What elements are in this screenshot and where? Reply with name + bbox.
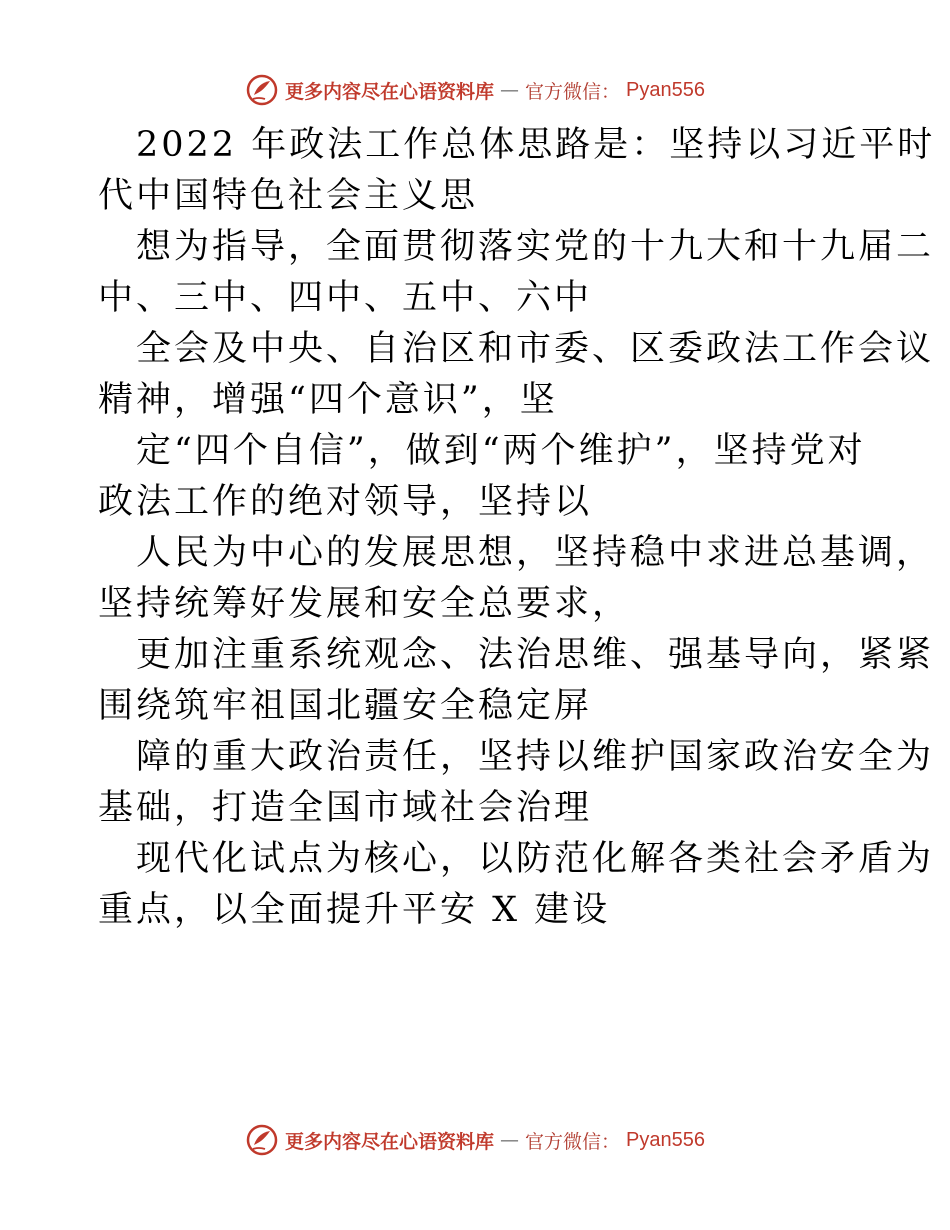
paragraph-line: 2022 年政法工作总体思路是：坚持以习近平时 bbox=[136, 125, 936, 165]
document-body bbox=[98, 120, 936, 936]
watermark-wechat-label: 官方微信： bbox=[525, 1130, 621, 1153]
paragraph-line: 围绕筑牢祖国北疆安全稳定屏 bbox=[98, 686, 593, 726]
watermark-dash: — bbox=[500, 79, 520, 101]
watermark-site-text: 更多内容尽在心语资料库 bbox=[285, 80, 495, 103]
paragraph-line: 现代化试点为核心，以防范化解各类社会矛盾为 bbox=[136, 839, 935, 879]
paragraph-line: 基础，打造全国市域社会治理 bbox=[98, 788, 593, 828]
paragraph-line: 定“四个自信”，做到“两个维护”，坚持党对 bbox=[136, 431, 866, 471]
paragraph-line: 重点，以全面提升平安 X 建设 bbox=[98, 890, 611, 930]
paragraph-line: 中、三中、四中、五中、六中 bbox=[98, 278, 593, 318]
pen-logo-icon bbox=[245, 1123, 279, 1157]
watermark-wechat-label: 官方微信： bbox=[525, 80, 621, 103]
paragraph-line: 精神，增强“四个意识”，坚 bbox=[98, 380, 558, 420]
paragraph-line: 更加注重系统观念、法治思维、强基导向，紧紧 bbox=[136, 635, 935, 675]
pen-logo-icon bbox=[245, 73, 279, 107]
paragraph-line: 全会及中央、自治区和市委、区委政法工作会议 bbox=[136, 329, 935, 369]
header-watermark bbox=[0, 70, 950, 110]
watermark-wechat-account: Pyan556 bbox=[626, 78, 705, 101]
paragraph-line: 政法工作的绝对领导，坚持以 bbox=[98, 482, 593, 522]
paragraph-line: 障的重大政治责任，坚持以维护国家政治安全为 bbox=[136, 737, 935, 777]
watermark-dash: — bbox=[500, 1129, 520, 1151]
paragraph-line: 人民为中心的发展思想，坚持稳中求进总基调， bbox=[136, 533, 935, 573]
paragraph-line: 坚持统筹好发展和安全总要求， bbox=[98, 584, 631, 624]
paragraph-line: 代中国特色社会主义思 bbox=[98, 176, 479, 216]
footer-watermark bbox=[0, 1120, 950, 1160]
watermark-site-text: 更多内容尽在心语资料库 bbox=[285, 1130, 495, 1153]
paragraph-line: 想为指导，全面贯彻落实党的十九大和十九届二 bbox=[136, 227, 935, 267]
watermark-wechat-account: Pyan556 bbox=[626, 1128, 705, 1151]
